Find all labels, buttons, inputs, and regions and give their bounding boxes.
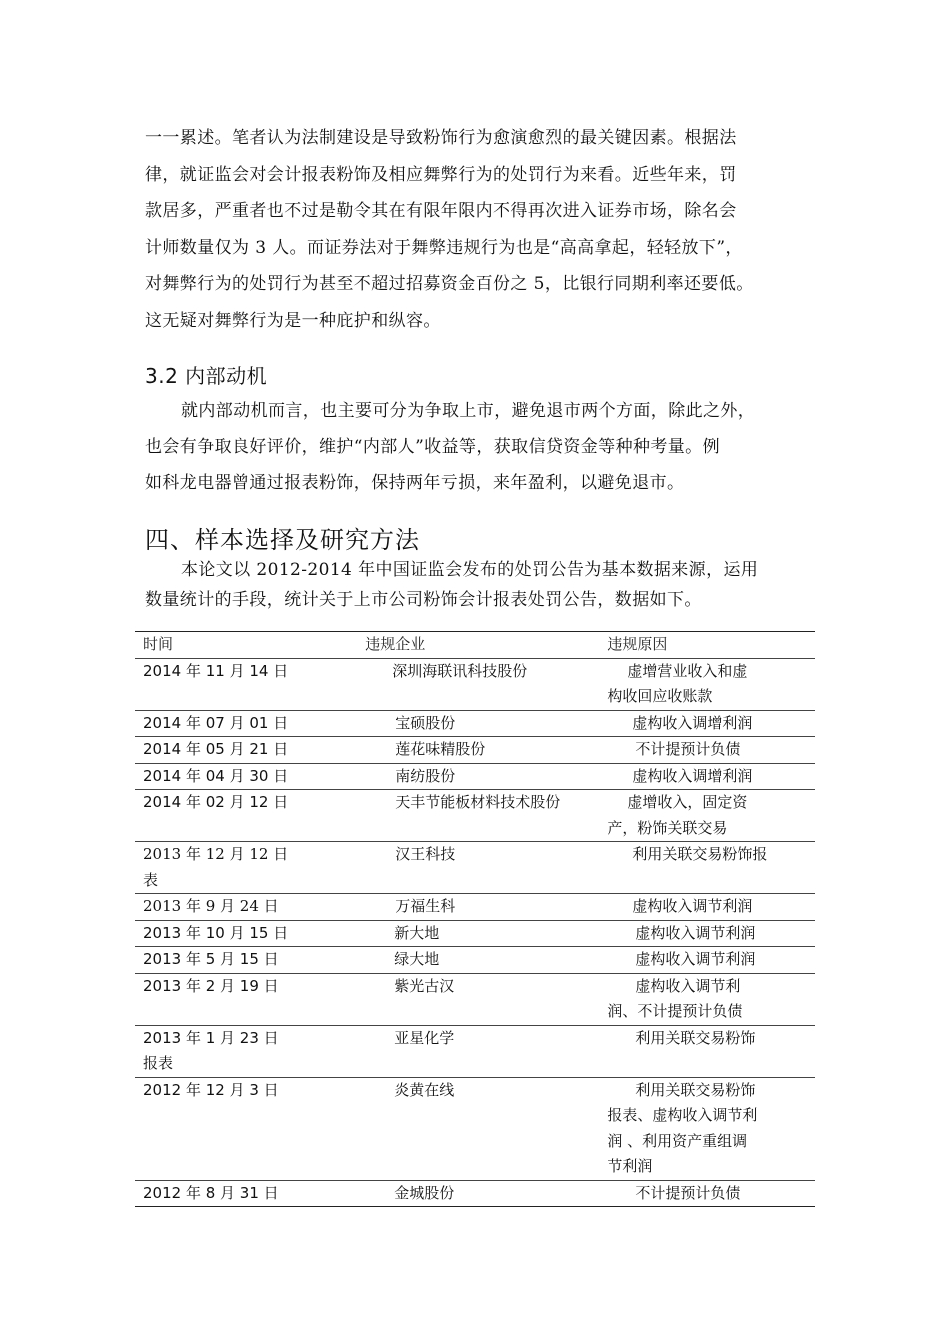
cell-reason-line: 虚构收入调增利润 [632,713,753,732]
cell-reason-line: 润、不计提预计负债 [607,1002,743,1020]
cell-company-line: 汉王科技 [395,845,456,863]
cell-company-line: 新大地 [394,923,440,942]
cell-company-line: 紫光古汉 [394,976,455,995]
cell-date-line: 2014 年 11 月 14 日 [143,661,289,680]
cell-company-line: 莲花味精股份 [395,740,486,758]
cell-date-line: 表 [143,870,159,889]
text-line: 这无疑对舞弊行为是一种庇护和纵容。 [145,310,441,331]
cell-company-line: 天丰节能板材料技术股份 [395,793,561,811]
cell-date-line: 2014 年 04 月 30 日 [143,766,289,785]
cell-date [135,947,365,974]
cell-company [365,973,607,1025]
cell-reason-line: 虚构收入调增利润 [632,766,753,785]
section-heading-4: 四、样本选择及研究方法 [145,526,420,554]
table-row [135,894,815,921]
cell-reason [607,658,815,710]
cell-reason-line: 报表、虚构收入调节利 [607,1106,758,1124]
cell-company [365,658,607,710]
cell-date [135,658,365,710]
cell-date [135,790,365,842]
paragraph-internal-motive [145,393,810,501]
cell-company [365,737,607,764]
cell-reason-line: 利用关联交易粉饰 [635,1028,756,1047]
cell-company [365,842,607,894]
cell-date [135,894,365,921]
table-row [135,973,815,1025]
table-row [135,947,815,974]
cell-date [135,1180,365,1207]
cell-date-line: 2013 年 1 月 23 日 [143,1028,279,1047]
cell-date [135,842,365,894]
cell-date-line: 2012 年 8 月 31 日 [143,1183,279,1202]
table-header-row [135,632,815,659]
cell-date [135,763,365,790]
cell-reason-line: 润 、利用资产重组调 [607,1131,748,1150]
cell-date [135,1025,365,1077]
cell-company-line: 炎黄在线 [394,1080,455,1099]
cell-reason-line: 虚构收入调节利润 [635,950,756,968]
cell-date [135,1077,365,1180]
cell-reason [607,1180,815,1207]
cell-reason [607,1077,815,1180]
cell-reason [607,973,815,1025]
cell-reason [607,763,815,790]
paragraph-legal-construction [145,120,810,339]
text-line: 如科龙电器曾通过报表粉饰，保持两年亏损，来年盈利，以避免退市。 [145,473,685,493]
table-row [135,842,815,894]
cell-company-line: 金城股份 [394,1183,455,1202]
header-company: 违规企业 [365,632,607,659]
text-line: 对舞弊行为的处罚行为甚至不超过招募资金百份之 5，比银行同期利率还要低。 [145,274,754,294]
cell-company-line: 绿大地 [394,950,440,968]
cell-date-line: 报表 [143,1054,174,1072]
header-date: 时间 [135,632,365,659]
cell-company [365,920,607,947]
penalty-table [135,631,815,1207]
cell-reason [607,710,815,737]
table-row [135,1180,815,1207]
table-row [135,790,815,842]
cell-reason-line: 不计提预计负债 [635,740,741,758]
table-row [135,658,815,710]
cell-reason [607,1025,815,1077]
cell-company-line: 深圳海联讯科技股份 [392,661,528,680]
cell-reason [607,790,815,842]
table-row [135,737,815,764]
cell-company [365,790,607,842]
cell-company-line: 亚星化学 [394,1028,455,1047]
cell-reason-line: 构收回应收账款 [607,687,713,705]
cell-company-line: 南纺股份 [395,766,456,785]
cell-company [365,763,607,790]
text-line: 律，就证监会对会计报表粉饰及相应舞弊行为的处罚行为来看。近些年来，罚 [145,164,737,185]
table-row [135,1077,815,1180]
cell-reason-line: 产，粉饰关联交易 [607,818,728,837]
cell-date-line: 2013 年 2 月 19 日 [143,976,279,995]
cell-reason [607,737,815,764]
table-row [135,920,815,947]
cell-reason-line: 虚构收入调节利润 [635,923,756,942]
cell-reason [607,920,815,947]
cell-company-line: 万福生科 [395,897,456,915]
cell-date-line: 2014 年 02 月 12 日 [143,793,289,811]
cell-date [135,973,365,1025]
cell-date [135,710,365,737]
cell-reason-line: 节利润 [607,1157,653,1175]
table-row [135,710,815,737]
cell-reason-line: 利用关联交易粉饰报 [632,845,768,863]
cell-company-line: 宝硕股份 [395,713,456,732]
cell-date-line: 2012 年 12 月 3 日 [143,1080,279,1099]
cell-company [365,710,607,737]
table-row [135,763,815,790]
cell-date-line: 2013 年 9 月 24 日 [143,897,279,915]
text-line: 数量统计的手段，统计关于上市公司粉饰会计报表处罚公告，数据如下。 [145,590,702,610]
cell-reason-line: 虚增营业收入和虚 [627,661,748,680]
cell-reason [607,842,815,894]
text-line: 一一累述。笔者认为法制建设是导致粉饰行为愈演愈烈的最关键因素。根据法 [145,128,737,148]
cell-date-line: 2014 年 07 月 01 日 [143,713,289,732]
cell-company [365,947,607,974]
text-line: 计师数量仅为 3 人。而证券法对于舞弊违规行为也是“高高拿起，轻轻放下”， [145,237,743,258]
cell-company [365,1077,607,1180]
cell-company [365,894,607,921]
cell-company [365,1025,607,1077]
cell-reason-line: 虚构收入调节利润 [632,897,753,915]
cell-date-line: 2013 年 12 月 12 日 [143,845,289,863]
cell-reason [607,947,815,974]
text-line: 就内部动机而言，也主要可分为争取上市，避免退市两个方面，除此之外， [181,401,756,421]
text-line: 本论文以 2012-2014 年中国证监会发布的处罚公告为基本数据来源，运用 [181,560,759,580]
table-row [135,1025,815,1077]
text-line: 也会有争取良好评价，维护“内部人”收益等，获取信贷资金等种种考量。例 [145,437,720,457]
cell-reason-line: 不计提预计负债 [635,1183,741,1202]
cell-reason-line: 虚构收入调节利 [635,976,741,995]
cell-date-line: 2013 年 10 月 15 日 [143,923,289,942]
text-line: 款居多，严重者也不过是勒令其在有限年限内不得再次进入证券市场，除名会 [145,201,737,221]
cell-date-line: 2014 年 05 月 21 日 [143,740,289,758]
cell-reason-line: 利用关联交易粉饰 [635,1080,756,1099]
cell-date [135,920,365,947]
cell-reason [607,894,815,921]
paragraph-method [145,555,810,615]
cell-date [135,737,365,764]
cell-date-line: 2013 年 5 月 15 日 [143,950,279,968]
header-reason: 违规原因 [607,632,815,659]
cell-company [365,1180,607,1207]
section-heading-3-2: 3.2 内部动机 [145,364,268,388]
cell-reason-line: 虚增收入，固定资 [627,793,748,811]
